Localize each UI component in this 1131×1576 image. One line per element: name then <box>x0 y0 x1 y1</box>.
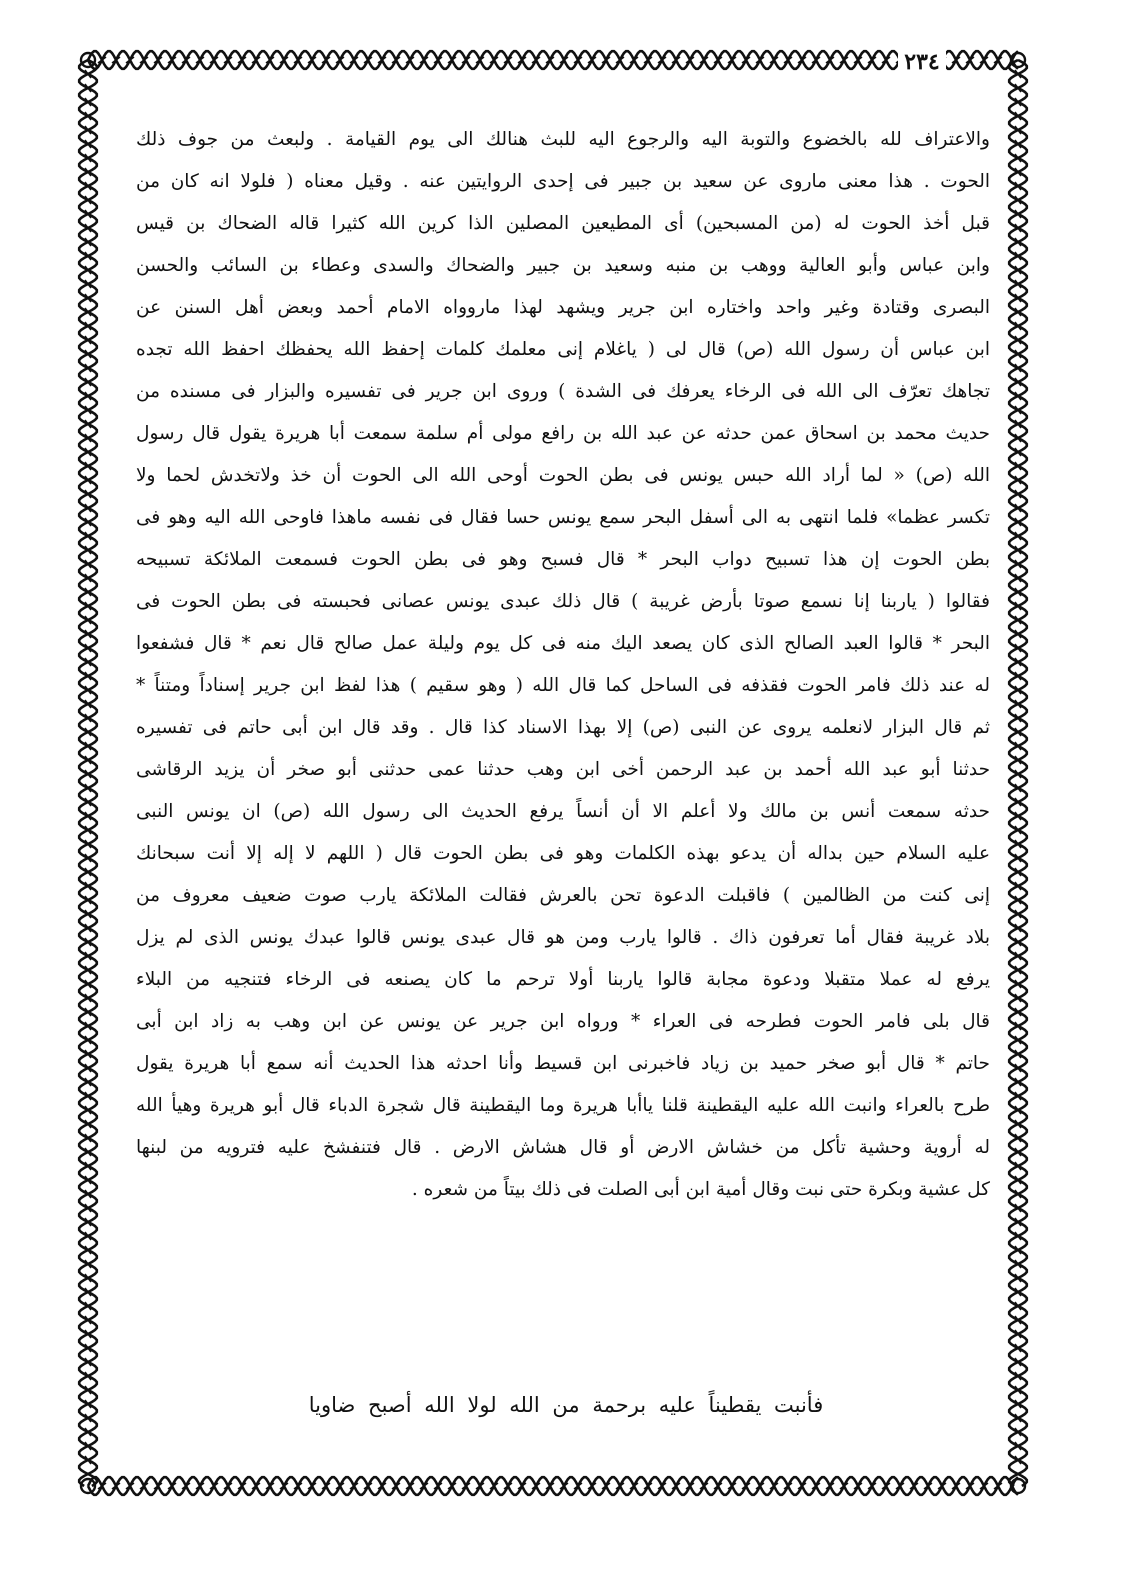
body-text <box>136 119 990 1211</box>
text-line: بطن الحوت إن هذا تسبيح دواب البحر * قال فسبح وهو فى بطن الحوت فسمعت الملائكة تسبيحه <box>136 549 990 570</box>
text-line: عليه السلام حين بداله أن يدعو بهذه الكلمات وهو فى بطن الحوت قال ( اللهم لا إله إلا أنت سبحانك <box>136 843 990 864</box>
text-line: طرح بالعراء وانبت الله عليه اليقطينة قلنا ياأبا هريرة وما اليقطينة قال شجرة الدباء قال أبو هريرة وهيأ الله <box>136 1095 990 1116</box>
text-line: له عند ذلك فامر الحوت فقذفه فى الساحل كما قال الله ( وهو سقيم ) هذا لفظ ابن جرير إسناداً ومتناً * <box>136 675 990 696</box>
text-line: وابن عباس وأبو العالية ووهب بن منبه وسعيد بن جبير والضحاك والسدى وعطاء بن السائب والحسن <box>136 255 990 276</box>
text-line: كل عشية وبكرة حتى نبت وقال أمية ابن أبى الصلت فى ذلك بيتاً من شعره . <box>411 1179 990 1200</box>
text-line: له أروية وحشية تأكل من خشاش الارض أو قال هشاش الارض . قال فتنفشخ عليه فترويه من لبنها <box>136 1137 990 1158</box>
text-line: ابن عباس أن رسول الله (ص) قال لى ( ياغلام إنى معلمك كلمات إحفظ الله يحفظك احفظ الله تجده <box>136 339 990 360</box>
text-line: بلاد غريبة فقال أما تعرفون ذاك . قالوا يارب ومن هو قال عبدى يونس قالوا عبدك يونس الذى لم يزل <box>136 927 990 948</box>
text-line: حدثنا أبو عبد الله أحمد بن عبد الرحمن أخى ابن وهب حدثنا عمى حدثنى أبو صخر أن يزيد الرقاشى <box>136 759 990 780</box>
text-line: تجاهك تعرّف الى الله فى الرخاء يعرفك فى الشدة ) وروى ابن جرير فى تفسيره والبزار فى مسنده من <box>136 381 990 402</box>
text-line: البحر * قالوا العبد الصالح الذى كان يصعد اليك منه فى كل يوم وليلة عمل صالح قال نعم * قال فشفعوا <box>136 633 990 654</box>
text-line: البصرى وقتادة وغير واحد واختاره ابن جرير ويشهد لهذا ماروواه الامام أحمد وبعض أهل السنن عن <box>136 297 990 318</box>
text-line: قال بلى فامر الحوت فطرحه فى العراء * ورواه ابن جرير عن يونس عن ابن وهب به زاد ابن أبى <box>136 1011 990 1032</box>
text-line: والاعتراف لله بالخضوع والتوبة اليه والرجوع اليه للبث هنالك الى يوم القيامة . ولبعث من جوف ذلك <box>136 129 990 150</box>
text-line: ثم قال البزار لانعلمه يروى عن النبى (ص) إلا بهذا الاسناد كذا قال . وقد قال ابن أبى حاتم فى تفسيره <box>136 717 990 738</box>
page-number: ٢٣٤ <box>898 48 946 76</box>
text-line: حاتم * قال أبو صخر حميد بن زياد فاخبرنى ابن قسيط وأنا احدثه هذا الحديث أنه سمع أبا هريرة يقول <box>136 1053 990 1074</box>
poetry-verse: فأنبت يقطيناً عليه برحمة من الله لولا الله أصبح ضاويا <box>308 1393 824 1417</box>
text-line: الله (ص) « لما أراد الله حبس يونس فى بطن الحوت أوحى الله الى الحوت أن خذ ولاتخدش لحما ولا <box>136 465 990 486</box>
text-line: الحوت . هذا معنى ماروى عن سعيد بن جبير فى إحدى الروايتين عنه . وقيل معناه ( فلولا انه كان من <box>136 171 990 192</box>
text-line: تكسر عظما» فلما انتهى به الى أسفل البحر سمع يونس حسا فقال فى نفسه ماهذا فاوحى الله اليه وهو فى <box>136 507 990 528</box>
text-line: حدثه سمعت أنس بن مالك ولا أعلم الا أن أنساً يرفع الحديث الى رسول الله (ص) ان يونس النبى <box>136 801 990 822</box>
text-line: قبل أخذ الحوت له (من المسبحين) أى المطيعين المصلين الذا كرين الله كثيرا قاله الضحاك بن قيس <box>136 213 990 234</box>
text-line: يرفع له عملا متقبلا ودعوة مجابة قالوا ياربنا أولا ترحم ما كان يصنعه فى الرخاء فتنجيه من البلاء <box>136 969 990 990</box>
text-line: فقالوا ( ياربنا إنا نسمع صوتا بأرض غريبة ) قال ذلك عبدى يونس عصانى فحبسته فى بطن الحوت فى <box>136 591 990 612</box>
text-line: حديث محمد بن اسحاق عمن حدثه عن عبد الله بن رافع مولى أم سلمة سمعت أبا هريرة يقول قال رسول <box>136 423 990 444</box>
text-line: إنى كنت من الظالمين ) فاقبلت الدعوة تحن بالعرش فقالت الملائكة يارب صوت ضعيف معروف من <box>136 885 990 906</box>
